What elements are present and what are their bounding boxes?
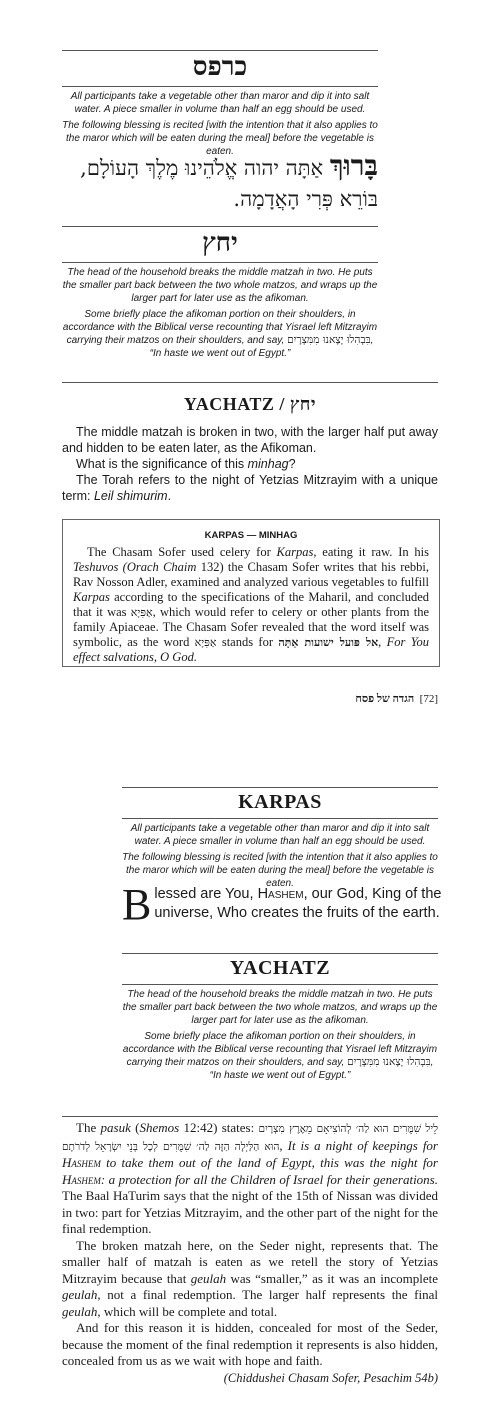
c2p1-e: The Baal HaTurim says that the night of the 15th of Nissan was divided in two: part for Yetzias Mitzrayim, and the other part of the night for the final redemption. [62,1188,438,1236]
yachatz-en-instruction-2 [122,1030,438,1082]
en-instr2-a: Some briefly place the afikoman portion on their shoulders, in accordance with the Biblical verse recounting that Yisrael left Mitzrayim carrying their matzos on their shoulders, and say, [122,1031,438,1068]
box-t1: The Chasam Sofer used celery for [87,545,277,559]
karpas-instructions-english-section [122,822,438,893]
box-title: KARPAS — MINHAG [204,530,298,541]
c2p1-d: , [279,1137,288,1153]
commentary1-rule [62,382,438,383]
page-footer [330,693,438,705]
c1p2-italic: minhag [247,457,289,471]
commentary1-body [62,424,438,504]
commentary1-heading: YACHATZ / יחץ [183,394,317,414]
karpas-en-instruction-2: The following blessing is recited [with the intention that it also applies to the maror which will be eaten during the meal] before the vegetable is eaten. [122,852,438,889]
instr2-hebrew: בִּבְהִלוּ יָצָאנוּ מִמִּצְרָיִם [287,334,371,346]
commentary2-body [62,1120,438,1386]
en-instr2-b: , “In haste we went out of Egypt.” [209,1057,434,1081]
rule-under-yachatz-title [62,262,378,263]
blessing-en-hashem: Hashem [257,886,304,902]
commentary2-para-1 [62,1120,438,1238]
commentary1-para-1: The middle matzah is broken in two, with the larger half put away and hidden to be eaten later, as the Afikoman. [62,425,438,455]
rule-under-karpas-title [62,86,378,87]
blessing-dropcap: B [122,880,152,929]
c2p1-c: 12:42) states: [179,1120,259,1135]
blessing-rest: אַתָּה יהוה אֱלֹהֵינוּ מֶלֶךְ הָעוֹלָם, בּוֹרֵא פְּרִי הָאֲדָמָה. [80,156,378,211]
karpas-instruction-2: The following blessing is recited [with the intention that it also applies to the maror which will be eaten during the meal] before the vegetable is eaten. [62,120,378,157]
box-body [63,541,439,665]
c2p2-d: , which will be complete and total. [97,1303,278,1319]
c2p1-a: The [76,1120,101,1135]
rule-karpas-english [122,787,438,788]
c2p2-geulah-2: geulah [62,1287,98,1302]
c2p2-a: The broken matzah here, on the Seder night, represents that. The smaller half of matzah is eaten as we retell the story of Yetzias Mitzrayim because that [62,1237,438,1286]
box-t6: Karpas [73,590,110,604]
rule-under-karpas-english [122,818,438,819]
karpas-hebrew-title: כרפס [192,52,248,82]
commentary1-para-2 [62,456,438,472]
karpas-english-blessing [122,880,442,929]
box-t12-hebrew: אל פּועל ישועות אַתָּה [278,636,379,649]
box-t4: Teshuvos (Orach Chaim [73,560,197,574]
box-t3: , eating it raw. In his [313,545,429,559]
top-rule-yachatz [62,226,378,227]
blessing-en-b: , our God, King of the universe, Who creates the fruits of the earth. [154,886,442,921]
commentary1-para-3 [62,472,438,504]
c1p3-a: The Torah refers to the night of Yetzias Mitzrayim with a unique term: [62,473,438,503]
c2p1-b: ( [130,1120,140,1135]
yachatz-instructions-english-section [122,988,438,1085]
c1p2-b: ? [288,457,296,471]
yachatz-english-title: YACHATZ [229,957,331,979]
yachatz-instructions-hebrew-section [62,266,378,363]
c2p1-pasuk: pasuk [100,1120,131,1135]
rule-yachatz-english [122,953,438,954]
c2p1-shemos: Shemos [139,1120,180,1135]
c2p1-hebrew-verse: לֵיל שִׁמֻּרִים הוּא לַה׳ לְהוֹצִיאָם מֵאֶרֶץ מִצְרָיִם הוּא הַלַּיְלָה הַזֶּה לַה׳ שִׁמֻּרִים לְכָל בְּנֵי יִשְׂרָאֵל לְדֹרֹתָם [62,1123,438,1153]
commentary2-rule [62,1116,438,1117]
c2p1-hashem-2: Hashem [62,1171,101,1187]
karpas-hebrew-blessing [62,150,378,215]
page-number: [72] [419,693,438,705]
blessing-first-word: בָּרוּךְ [329,149,378,182]
karpas-en-instruction-1: All participants take a vegetable other than maror and dip it into salt water. A piece smaller in volume than half an egg should be used. [130,823,430,847]
box-t11: stands for [216,635,279,649]
instr2-part-b: , “In haste we went out of Egypt.” [149,335,374,359]
yachatz-instruction-1: The head of the household breaks the middle matzah in two. He puts the smaller part back between the two whole matzos, and wraps up the larger part for later use as the afikoman. [62,267,378,304]
box-t10-hebrew: אַפִּיָא [194,636,217,649]
yachatz-hebrew-title: יחץ [202,228,238,258]
c2p1-hashem-1: Hashem [62,1155,101,1170]
c1p3-b: . [167,489,172,503]
box-t14: For You effect salvations, O God. [73,635,430,664]
page-footer-hebrew: הגדה של פסח [355,693,415,705]
karpas-instruction-1: All participants take a vegetable other than maror and dip it into salt water. A piece smaller in volume than half an egg should be used. [70,91,370,115]
yachatz-instruction-2 [62,308,378,360]
top-rule-karpas [62,50,378,51]
c2p2-geulah-1: geulah [190,1270,227,1286]
commentary2-attribution: (Chiddushei Chasam Sofer, Pesachim 54b) [223,1370,438,1385]
box-t5: 132) the Chasam Sofer writes that his rebbi, Rav Nosson Adler, examined and analyzed various vegetables to fulfill [73,560,430,589]
blessing-en-a: lessed are You, [154,886,258,902]
commentary2-para-3: And for this reason it is hidden, concealed for most of the Seder, because the moment of the final redemption it represents is also hidden, concealed from us as we wait with hope and faith. [62,1320,438,1368]
rule-under-yachatz-english [122,984,438,985]
commentary2-para-2 [62,1238,438,1321]
karpas-minhag-box [62,519,440,667]
karpas-english-title: KARPAS [238,791,322,813]
yachatz-en-instruction-1: The head of the household breaks the middle matzah in two. He puts the smaller part back between the two whole matzos, and wraps up the larger part for later use as the afikoman. [122,989,438,1026]
box-t2: Karpas [276,545,314,559]
c2p1-i4: to take them out of the land of Egypt, this was the night for [100,1155,438,1170]
c2p1-i3: It is a night of keepings for [287,1137,438,1153]
c1p3-italic: Leil shimurim [93,489,168,503]
en-instr2-hebrew: בִּבְהִלוּ יָצָאנוּ מִמִּצְרָיִם [347,1056,431,1068]
instr2-part-a: Some briefly place the afikoman portion on their shoulders, in accordance with the Biblical verse recounting that Yisrael left Mitzrayim carrying their matzos on their shoulders, and say, [62,309,378,346]
box-t7: according to the specifications of the Maharil, and concluded that it was [73,590,429,619]
c2p1-i5: : a protection for all the Children of Israel for their generations. [100,1171,438,1187]
c2p2-geulah-3: geulah [62,1303,98,1319]
box-t13: , [378,635,387,649]
c2p2-b: was “smaller,” as it was an incomplete [226,1270,438,1286]
c1p2-a: What is the significance of this [76,457,248,471]
box-t8-hebrew: אַפִּיָא [130,606,153,619]
c2p2-c: , not a final redemption. The larger half represents the final [97,1287,438,1302]
box-t9: , which would refer to celery or other plants from the family Apiaceae. The Chasam Sofer revealed that the word itself was symbolic, as the word [73,605,429,649]
